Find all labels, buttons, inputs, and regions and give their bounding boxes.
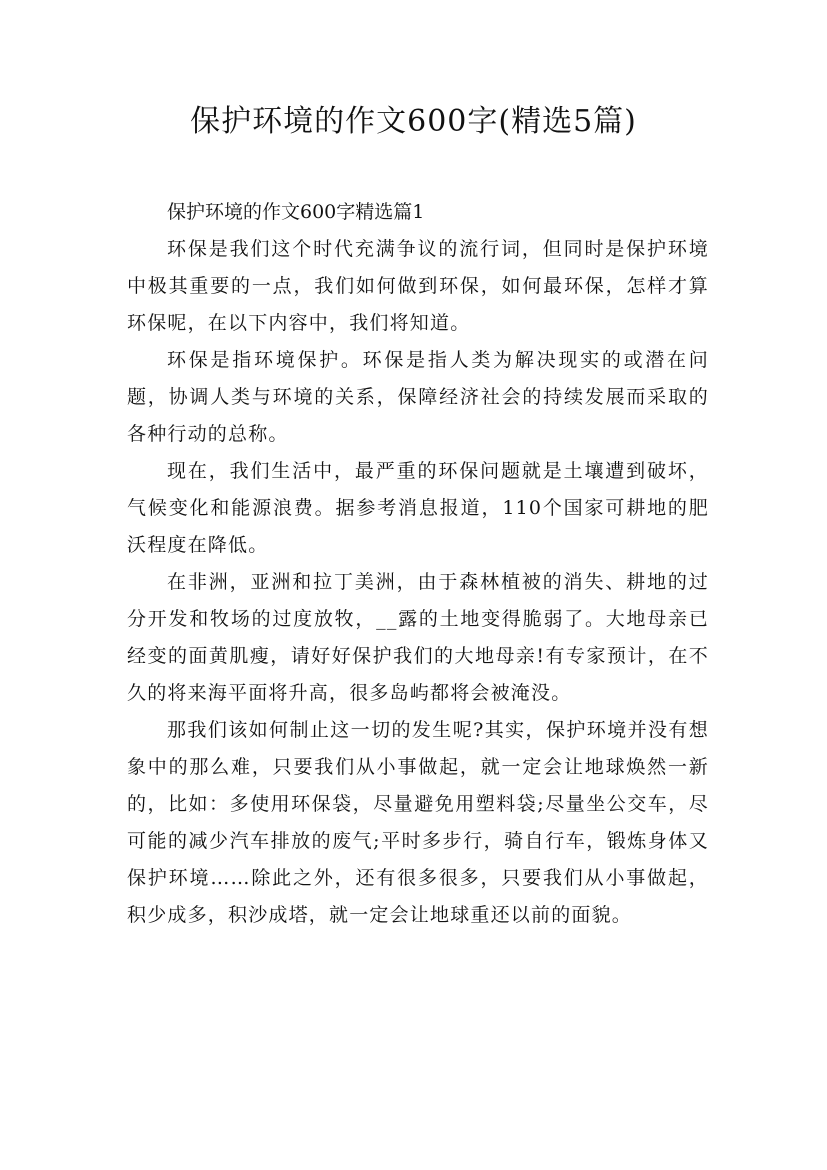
section-heading: 保护环境的作文600字精选篇1 bbox=[167, 201, 425, 223]
paragraph-3: 现在，我们生活中，最严重的环保问题就是土壤遭到破坏，气候变化和能源浪费。据参考消息报道，110个国家可耕地的肥沃程度在降低。 bbox=[127, 460, 709, 556]
paragraph-4: 在非洲，亚洲和拉丁美洲，由于森林植被的消失、耕地的过分开发和牧场的过度放牧，__露的土地变得脆弱了。大地母亲已经变的面黄肌瘦，请好好保护我们的大地母亲!有专家预计，在不久的将来海平面将升高，很多岛屿都将会被淹没。 bbox=[127, 571, 709, 704]
page-title: 保护环境的作文600字(精选5篇) bbox=[190, 104, 637, 139]
paragraph-5: 那我们该如何制止这一切的发生呢?其实，保护环境并没有想象中的那么难，只要我们从小事做起，就一定会让地球焕然一新的，比如：多使用环保袋，尽量避免用塑料袋;尽量坐公交车，尽可能的减少汽车排放的废气;平时多步行，骑自行车，锻炼身体又保护环境……除此之外，还有很多很多，只要我们从小事做起，积少成多，积沙成塔，就一定会让地球重还以前的面貌。 bbox=[127, 719, 709, 926]
paragraph-1: 环保是我们这个时代充满争议的流行词，但同时是保护环境中极其重要的一点，我们如何做到环保，如何最环保，怎样才算环保呢，在以下内容中，我们将知道。 bbox=[127, 238, 709, 334]
paragraph-2: 环保是指环境保护。环保是指人类为解决现实的或潜在问题，协调人类与环境的关系，保障经济社会的持续发展而采取的各种行动的总称。 bbox=[127, 349, 709, 445]
article-body bbox=[127, 194, 709, 934]
